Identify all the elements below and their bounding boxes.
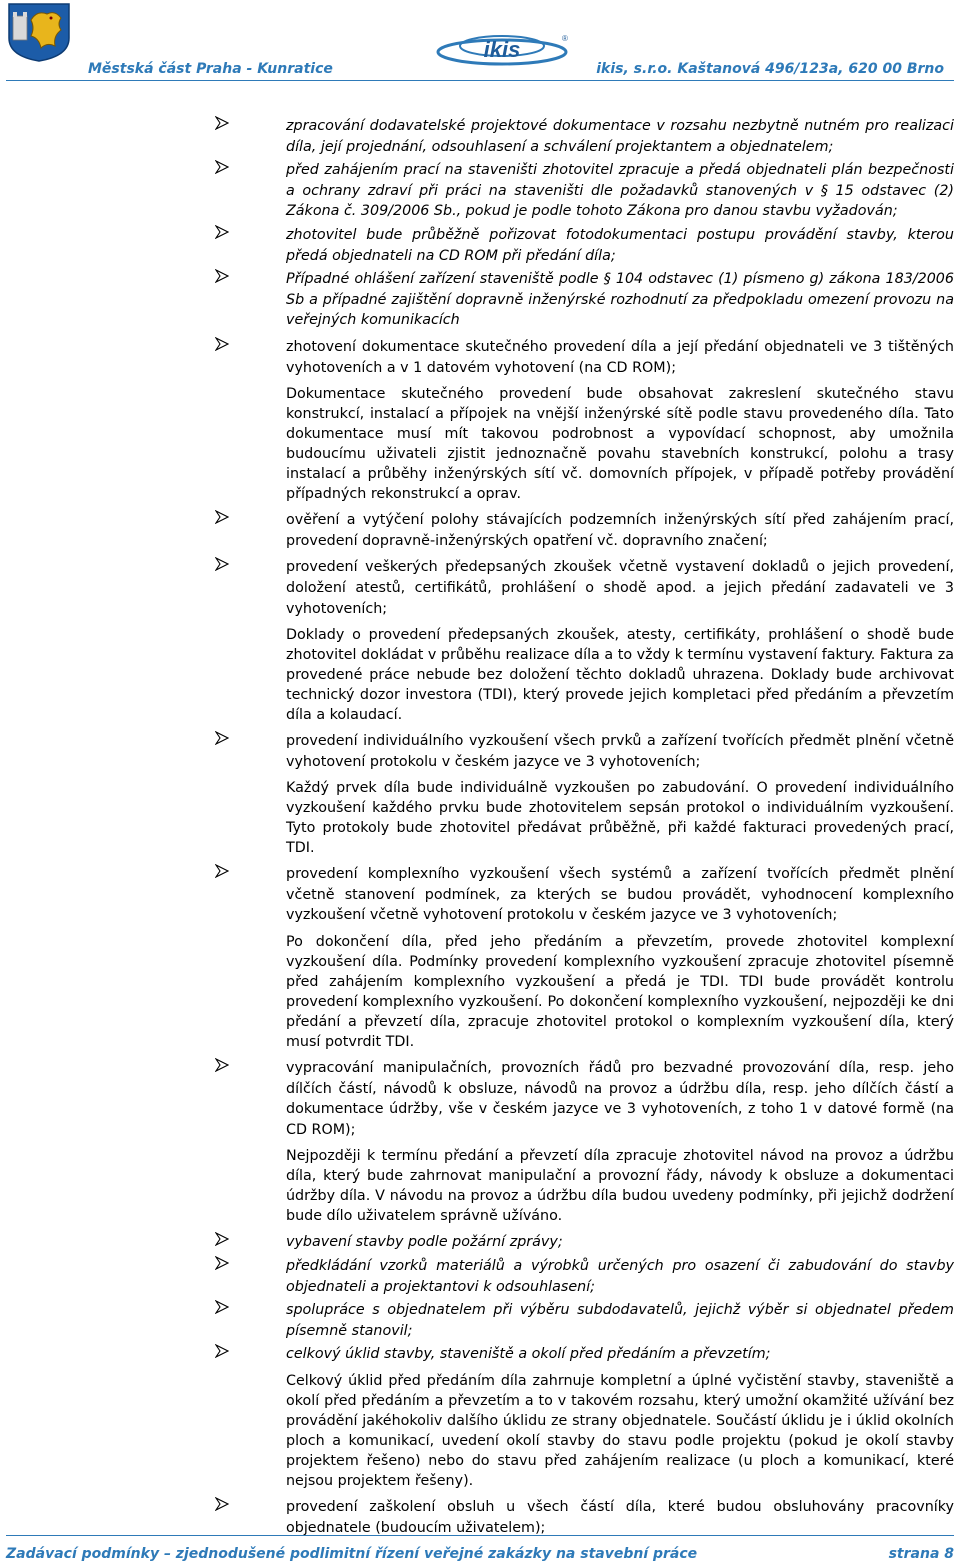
- arrow-bullet-icon: [215, 269, 229, 289]
- list-item-detail: Každý prvek díla bude individuálně vyzkoušen po zabudování. O provedení individuálního vyzkoušení každého prvku bude zhotovitelem sepsán protokol o individuálním vyzkoušení. Tyto protokoly bude zhotovitel předávat průběžně, při každé fakturaci provedených prací, TDI.: [286, 780, 954, 857]
- list-item-text: provedení komplexního vyzkoušení všech systémů a zařízení tvořících předmět plnění včetně stanovení podmínek, za kterých se budou provádět, vyhodnocení komplexního vyzkoušení včetně vyhotovení protokolu v českém jazyce ve 3 vyhotoveních;: [286, 866, 954, 924]
- list-item-text: provedení zaškolení obsluh u všech částí díla, které budou obsluhovány pracovníky objednatele (budoucím uživatelem);: [286, 1499, 954, 1536]
- list-item-text: zhotovitel bude průběžně pořizovat fotodokumentaci postupu provádění stavby, kterou předá objednateli na CD ROM při předání díla;: [286, 226, 954, 264]
- header-divider: [6, 80, 954, 81]
- list-item-text: vybavení stavby podle požární zprávy;: [286, 1234, 563, 1251]
- arrow-bullet-icon: [215, 1344, 229, 1364]
- page-header: [0, 0, 960, 82]
- list-item-text: zpracování dodavatelské projektové dokumentace v rozsahu nezbytně nutném pro realizaci díla, její projednání, odsouhlasení a schválení projektantem a objednatelem;: [286, 118, 954, 155]
- list-item: [286, 510, 954, 551]
- list-item: [286, 1497, 954, 1538]
- svg-text:®: ®: [562, 34, 568, 43]
- kunratice-coat-of-arms-icon: [5, 2, 73, 62]
- footer-divider: [6, 1535, 954, 1536]
- arrow-bullet-icon: [215, 1497, 229, 1517]
- list-item: [286, 225, 954, 266]
- ikis-logo-text: ikis: [483, 37, 521, 62]
- list-item-text: spolupráce s objednatelem při výběru subdodavatelů, jejichž výběr si objednatel předem písemně stanovil;: [286, 1302, 954, 1339]
- list-item: [286, 864, 954, 926]
- list-item: [286, 160, 954, 222]
- bullet-list: [0, 116, 960, 1538]
- list-item-text: celkový úklid stavby, staveniště a okolí před předáním a převzetím;: [286, 1346, 771, 1363]
- list-item: [286, 1256, 954, 1297]
- list-item-text: předkládání vzorků materiálů a výrobků určených pro osazení či zabudování do stavby objednateli a projektantovi k odsouhlasení;: [286, 1258, 954, 1295]
- page-footer: [0, 1535, 960, 1564]
- arrow-bullet-icon: [215, 160, 229, 180]
- footer-document-title: Zadávací podmínky – zjednodušené podlimitní řízení veřejné zakázky na stavební práce: [6, 1546, 698, 1562]
- footer-page-number: strana 8: [888, 1546, 954, 1562]
- arrow-bullet-icon: [215, 1058, 229, 1078]
- list-item-detail: Nejpozději k termínu předání a převzetí díla zpracuje zhotovitel návod na provoz a údržbu díla, který bude zahrnovat manipulační a provozní řády, návody k obsluze a dokumentaci údržby díla. V návodu na provoz a údržbu díla budou uvedeny podmínky, při jejichž dodržení bude dílo uživatelem správně užíváno.: [286, 1148, 954, 1225]
- arrow-bullet-icon: [215, 864, 229, 884]
- list-item-text: ověření a vytýčení polohy stávajících podzemních inženýrských sítí před zahájením prací, provedení dopravně-inženýrských opatření vč. dopravního značení;: [286, 512, 954, 549]
- list-item: [286, 1058, 954, 1140]
- list-item-text: vypracování manipulačních, provozních řádů pro bezvadné provozování díla, resp. jeho dílčích částí, návodů k obsluze, návodů na provoz a údržbu díla, resp. jeho dílčích částí a dokumentace údržby, vše v českém jazyce ve 3 vyhotoveních, z toho 1 v datové formě (na CD ROM);: [286, 1060, 954, 1138]
- arrow-bullet-icon: [215, 557, 229, 577]
- list-item-text: před zahájením prací na staveništi zhotovitel zpracuje a předá objednateli plán bezpečnosti a ochrany zdraví při práci na staveništi dle požadavků stanovených v § 15 odstavec (2) Zákona č. 309/2006 Sb., pokud je podle tohoto Zákona pro danou stavbu vyžadován;: [286, 162, 954, 220]
- arrow-bullet-icon: [215, 510, 229, 530]
- list-item: [286, 1344, 954, 1365]
- list-item: [286, 116, 954, 157]
- list-item: [286, 557, 954, 619]
- list-item-text: provedení individuálního vyzkoušení všech prvků a zařízení tvořících předmět plnění včetně vyhotovení protokolu v českém jazyce ve 3 vyhotoveních;: [286, 733, 954, 770]
- arrow-bullet-icon: [215, 116, 229, 136]
- list-item-detail: Doklady o provedení předepsaných zkoušek, atesty, certifikáty, prohlášení o shodě bude zhotovitel dokládat v průběhu realizace díla a to vždy k termínu vystavení faktury. Faktura za provedené práce nebude bez doložení těchto dokladů uhrazena. Doklady bude archivovat technický dozor investora (TDI), který provede jejich kompletaci před předáním a převzetím díla a kolaudací.: [286, 627, 954, 724]
- list-item-text: provedení veškerých předepsaných zkoušek včetně vystavení dokladů o jejich provedení, doložení atestů, certifikátů, prohlášení o shodě apod. a jejich předání zadavateli ve 3 vyhotoveních;: [286, 559, 954, 617]
- arrow-bullet-icon: [215, 337, 229, 357]
- list-item-detail: Dokumentace skutečného provedení bude obsahovat zakreslení skutečného stavu konstrukcí, instalací a přípojek na vnější inženýrské sítě podle stavu provedeného díla. Tato dokumentace musí mít takovou podrobnost a vypovídací schopnost, aby umožnila budoucímu uživateli zjistit jednoznačně povahu stavebních konstrukcí, polohu a trasy instalací a průběhy inženýrských sítí vč. domovních přípojek, v případě potřeby provádění případných rekonstrukcí a oprav.: [286, 386, 954, 503]
- header-organization: Městská část Praha - Kunratice: [88, 61, 333, 77]
- arrow-bullet-icon: [215, 1232, 229, 1252]
- arrow-bullet-icon: [215, 1300, 229, 1320]
- list-item-text: Případné ohlášení zařízení staveniště podle § 104 odstavec (1) písmeno g) zákona 183/2006 Sb a případné zajištění dopravně inženýrské rozhodnutí za předpokladu omezení provozu na veřejných komunikacích: [286, 271, 954, 329]
- list-item: [286, 731, 954, 772]
- arrow-bullet-icon: [215, 731, 229, 751]
- document-body: [0, 116, 960, 1538]
- list-item: [286, 269, 954, 331]
- arrow-bullet-icon: [215, 1256, 229, 1276]
- list-item: [286, 1300, 954, 1341]
- list-item-detail: Celkový úklid před předáním díla zahrnuje kompletní a úplné vyčistění stavby, staveniště a okolí před předáním a převzetím a to v takovém rozsahu, který umožní okamžité užívání bez provádění jakéhokoliv dalšího úklidu ze strany objednatele. Součástí úklidu je i úklid okolních ploch a komunikací, uvedení okolí stavby do stavu podle projektu (pokud je okolí stavby projektem řešeno) nebo do stavu před zahájením realizace (u ploch a komunikací, které nejsou projektem řešeny).: [286, 1373, 954, 1489]
- list-item-detail: Po dokončení díla, před jeho předáním a převzetím, provede zhotovitel komplexní vyzkoušení díla. Podmínky provedení komplexního vyzkoušení zpracuje zhotovitel písemně před zahájením komplexního vyzkoušení a předá je TDI. TDI bude provádět kontrolu provedení komplexního vyzkoušení. Po dokončení komplexního vyzkoušení, nejpozději ke dni předání a převzetí díla, zpracuje zhotovitel protokol o komplexním vyzkoušení díla, který musí potvrdit TDI.: [286, 934, 954, 1051]
- ikis-logo-icon: [432, 32, 572, 68]
- list-item: [286, 337, 954, 378]
- list-item: [286, 1232, 954, 1253]
- header-company-address: ikis, s.r.o. Kaštanová 496/123a, 620 00 Brno: [596, 61, 944, 77]
- list-item-text: zhotovení dokumentace skutečného provedení díla a její předání objednateli ve 3 tištěných vyhotoveních a v 1 datovém vyhotovení (na CD ROM);: [286, 338, 954, 376]
- arrow-bullet-icon: [215, 225, 229, 245]
